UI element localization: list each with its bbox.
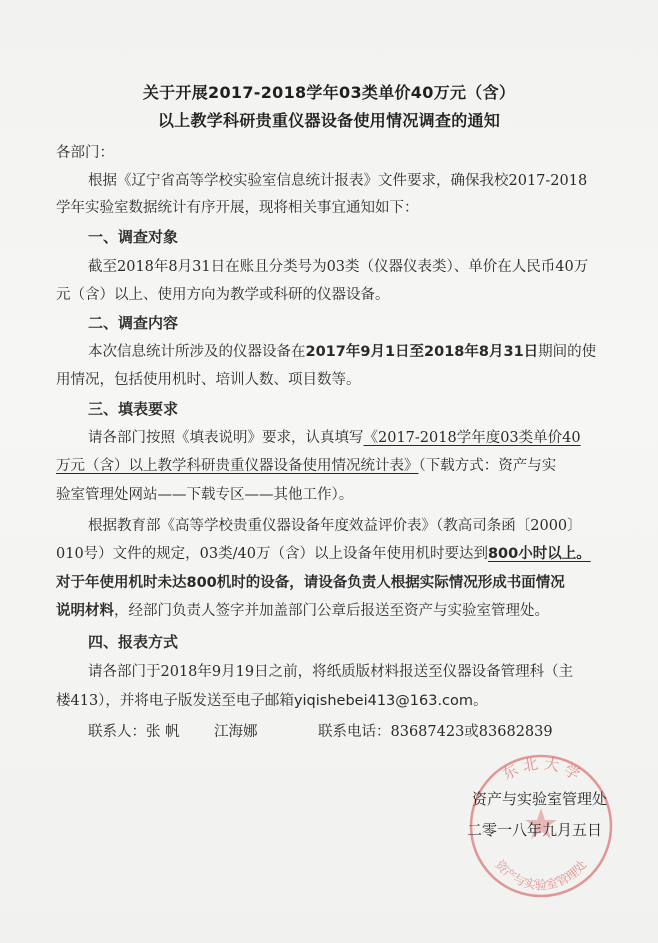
section-3-p2-line-4 (56, 601, 549, 621)
section-3-p1-line-3: 验室管理处网站——下载专区——其他工作）。 (56, 487, 354, 503)
section-1-line-2: 元（含）以上、使用方向为教学或科研的仪器设备。 (56, 287, 390, 303)
required-hours: 800小时以上。 (487, 546, 591, 562)
title-line-1: 关于开展2017-2018学年03类单价40万元（含） (142, 83, 516, 102)
survey-period: 2017年9月1日至2018年8月31日 (305, 344, 539, 360)
section-3-text: 请各部门按照《填表说明》要求，认真填写 (88, 430, 364, 446)
download-info: （下载方式：资产与实 (418, 458, 557, 474)
seal-text-bottom: 资产与实验室管理处 (492, 857, 590, 892)
requirement-text: 010号）文件的规定，03类/40万（含）以上设备年使用机时要达到 (56, 546, 488, 562)
section-2-heading: 二、调查内容 (88, 314, 179, 332)
signature-org: 资产与实验室管理处 (472, 790, 608, 808)
section-2-text-c: 期间的使 (538, 344, 597, 360)
section-4-line-2 (56, 691, 488, 711)
section-3-p2-line-2 (56, 544, 591, 564)
salutation: 各部门： (56, 145, 114, 161)
section-1-line-1: 截至2018年8月31日在账且分类号为03类（仪器仪表类）、单价在人民币40万 (88, 259, 589, 275)
section-3-heading: 三、填表要求 (88, 400, 179, 418)
section-2-line-1 (88, 342, 596, 362)
explanation-materials: 说明材料 (56, 603, 114, 619)
signature-date: 二零一八年九月五日 (467, 821, 603, 839)
section-1-heading: 一、调查对象 (88, 228, 179, 246)
section-3-p2-line-1: 根据教育部《高等学校贵重仪器设备年度效益评价表》（教高司条函〔2000〕 (88, 518, 582, 534)
section-4-heading: 四、报表方式 (88, 633, 179, 651)
submission-text: ，经部门负责人签字并加盖部门公章后报送至资产与实验室管理处。 (114, 603, 549, 619)
email-address: yiqishebei413@163.com (293, 693, 474, 709)
email-prefix: 楼413），并将电子版发送至电子邮箱 (56, 693, 294, 709)
form-name-link: 《2017-2018学年度03类单价40 (363, 430, 581, 446)
section-2-line-2: 用情况，包括使用机时、培训人数、项目数等。 (56, 372, 361, 388)
section-3-p1-line-1 (88, 428, 581, 448)
section-3-p2-line-3: 对于年使用机时未达800机时的设备，请设备负责人根据实际情况形成书面情况 (56, 575, 565, 591)
section-4-line-1: 请各部门于2018年9月19日之前，将纸质版材料报送至仪器设备管理科（主 (88, 664, 574, 680)
contact-people: 联系人：张 帆 (88, 724, 180, 740)
form-name-continued: 万元（含）以上教学科研贵重仪器设备使用情况统计表》 (56, 458, 419, 474)
contact-phone: 联系电话：83687423或83682839 (318, 724, 553, 740)
title-line-2: 以上教学科研贵重仪器设备使用情况调查的通知 (157, 111, 501, 130)
section-2-text-a: 本次信息统计所涉及的仪器设备在 (88, 344, 306, 360)
section-3-p1-line-2 (56, 456, 556, 476)
contact-person-2: 江海娜 (214, 724, 258, 740)
email-suffix: 。 (473, 693, 488, 709)
seal-text-top: 东 北 大 学 (499, 754, 583, 784)
intro-line-1: 根据《辽宁省高等学校实验室信息统计报表》文件要求，确保我校2017-2018 (88, 173, 588, 189)
intro-line-2: 学年实验室数据统计有序开展，现将相关事宜通知如下： (56, 200, 419, 216)
